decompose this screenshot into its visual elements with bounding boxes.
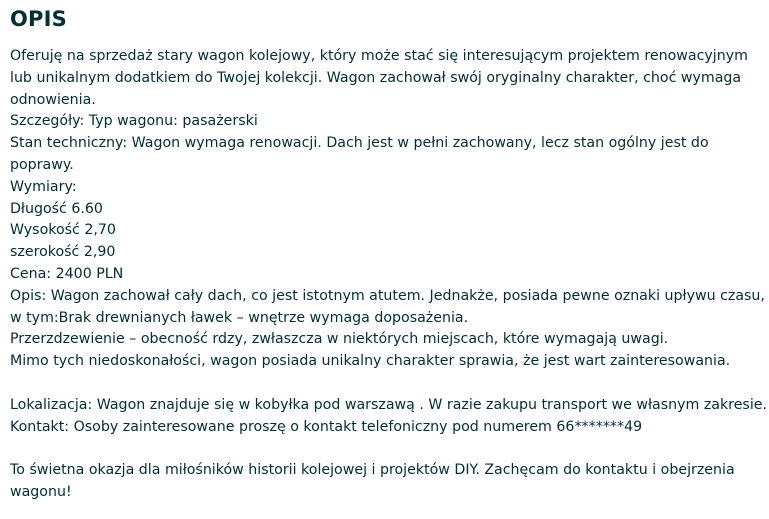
description-line: Wymiary: (10, 178, 77, 195)
description-line: Stan techniczny: Wagon wymaga renowacji. Dach jest w pełni zachowany, lecz stan ogólny jest do (10, 135, 709, 152)
description-line: lub unikalnym dodatkiem do Twojej kolekcji. Wagon zachował swój oryginalny charakter, choć wymaga (10, 69, 742, 86)
description-line: Kontakt: Osoby zainteresowane proszę o kontakt telefoniczny pod numerem 66*******49 (10, 418, 643, 435)
blank-line (10, 438, 759, 460)
description-line: Opis: Wagon zachował cały dach, co jest istotnym atutem. Jednakże, posiada pewne oznaki upływu czasu, (10, 287, 765, 304)
section-title: OPIS (10, 7, 67, 31)
description-line: Cena: 2400 PLN (10, 265, 124, 282)
description-line: Przerzdzewienie – obecność rdzy, zwłaszcza w niektórych miejscach, które wymagają uwagi. (10, 331, 669, 348)
description-line: szerokość 2,90 (10, 244, 116, 261)
description-line: Lokalizacja: Wagon znajduje się w kobyłka pod warszawą . W razie zakupu transport we własnym zakresie. (10, 396, 768, 413)
description-line: wagonu! (10, 483, 72, 500)
description-line: Wysokość 2,70 (10, 222, 116, 239)
description-line: Szczegóły: Typ wagonu: pasażerski (10, 113, 258, 130)
description-text (10, 46, 768, 504)
description-line: Mimo tych niedoskonałości, wagon posiada unikalny charakter sprawia, że jest wart zainteresowania. (10, 353, 731, 370)
blank-line (10, 373, 759, 395)
description-line: Długość 6.60 (10, 200, 103, 217)
description-line: poprawy. (10, 156, 74, 173)
description-line: odnowienia. (10, 91, 96, 108)
description-line: w tym:Brak drewnianych ławek – wnętrze wymaga doposażenia. (10, 309, 469, 326)
description-line: Oferuję na sprzedaż stary wagon kolejowy, który może stać się interesującym projektem renowacyjnym (10, 48, 748, 64)
description-line: To świetna okazja dla miłośników historii kolejowej i projektów DIY. Zachęcam do kontaktu i obejrzenia (10, 462, 735, 479)
